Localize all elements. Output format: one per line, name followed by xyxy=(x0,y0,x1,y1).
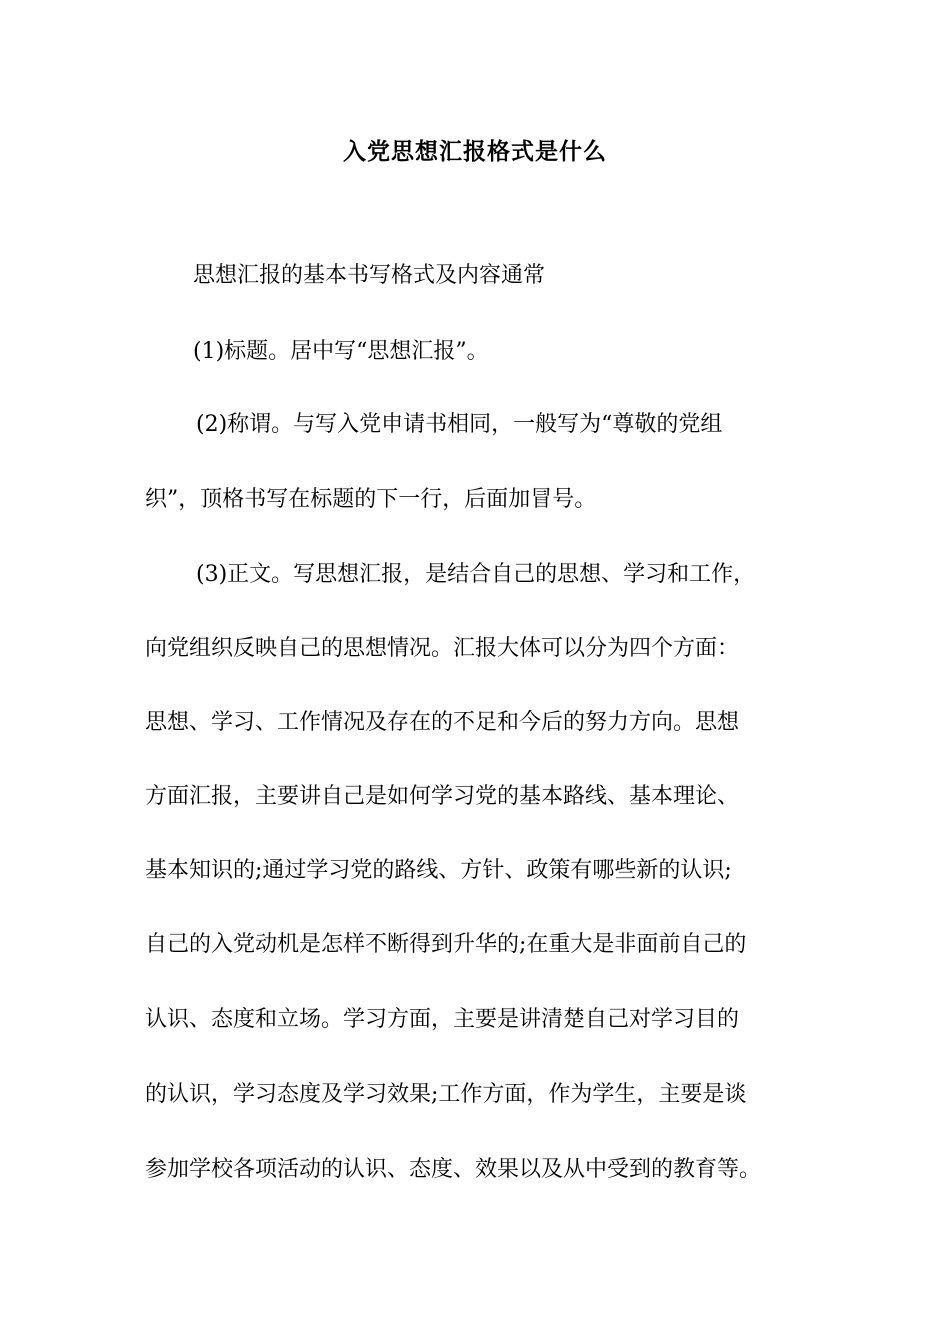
paragraph-line: 认识、态度和立场。学习方面，主要是讲清楚自己对学习目的 xyxy=(145,1007,740,1032)
paragraph-line: 思想、学习、工作情况及存在的不足和今后的努力方向。思想 xyxy=(145,710,740,735)
paragraph-line: 自己的入党动机是怎样不断得到升华的;在重大是非面前自己的 xyxy=(145,932,747,957)
paragraph-line: 思想汇报的基本书写格式及内容通常 xyxy=(193,263,546,288)
paragraph-line: (1)标题。居中写“思想汇报”。 xyxy=(193,339,489,364)
paragraph-line: 参加学校各项活动的认识、态度、效果以及从中受到的教育等。 xyxy=(145,1157,762,1182)
paragraph-line: 织”，顶格书写在标题的下一行，后面加冒号。 xyxy=(145,487,597,512)
document-title: 入党思想汇报格式是什么 xyxy=(343,139,607,165)
paragraph-line: 向党组织反映自己的思想情况。汇报大体可以分为四个方面： xyxy=(145,636,740,661)
paragraph-line: 的认识，学习态度及学习效果;工作方面，作为学生，主要是谈 xyxy=(145,1082,747,1107)
paragraph-line: 基本知识的;通过学习党的路线、方针、政策有哪些新的认识; xyxy=(145,858,732,883)
paragraph-line: (2)称谓。与写入党申请书相同，一般写为“尊敬的党组 xyxy=(196,412,723,437)
paragraph-line: 方面汇报，主要讲自己是如何学习党的基本路线、基本理论、 xyxy=(145,784,740,809)
paragraph-line: (3)正文。写思想汇报，是结合自己的思想、学习和工作， xyxy=(196,562,756,587)
